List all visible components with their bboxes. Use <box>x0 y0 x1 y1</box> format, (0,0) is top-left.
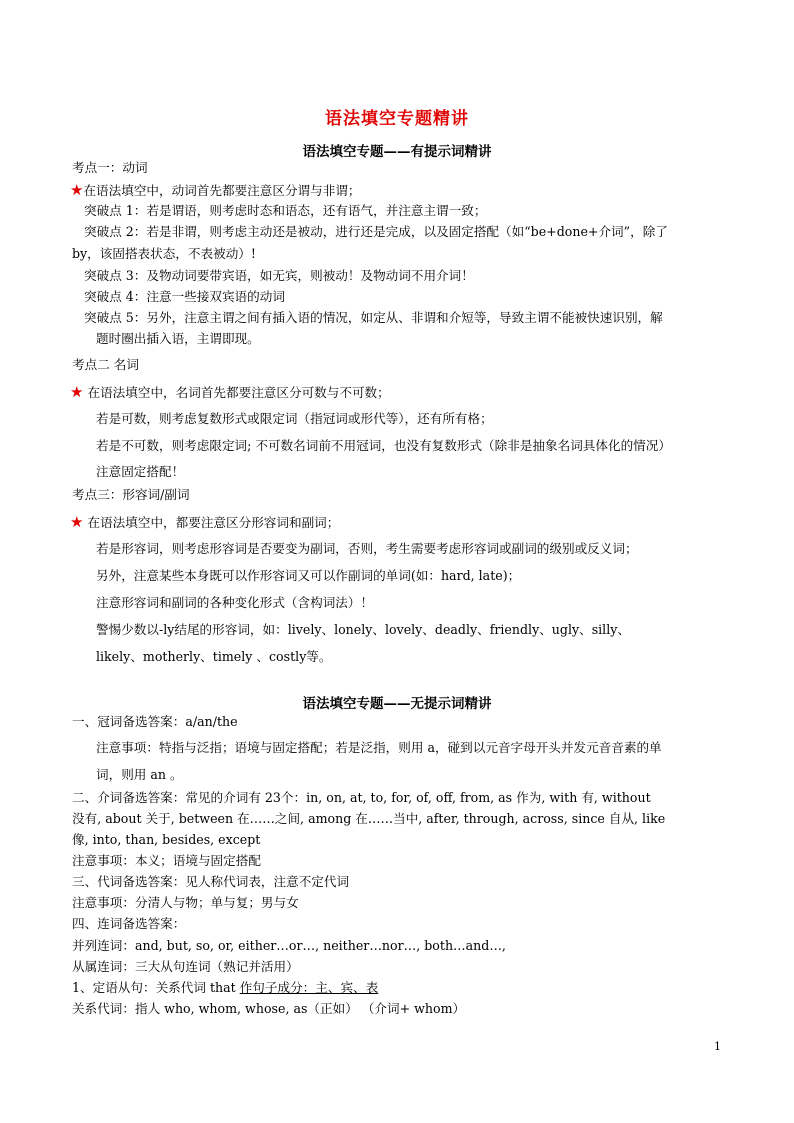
kp1-breakthrough-3: 突破点 3：及物动词要带宾语，如无宾，则被动！及物动词不用介词！ <box>84 268 474 283</box>
kp3-para-4: 警惕少数以-ly结尾的形容词，如：lively、lonely、lovely、deadly、friendly、ugly、silly、 <box>96 622 630 637</box>
kp3-intro: ★ 在语法填空中，都要注意区分形容词和副词； <box>70 513 340 531</box>
kp1-breakthrough-2a: 突破点 2：若是非谓，则考虑主动还是被动，进行还是完成，以及固定搭配（如“be+done+介词”，除了 <box>84 224 668 239</box>
page-title: 语法填空专题精讲 <box>325 109 469 129</box>
article-notes-b: 词，则用 an 。 <box>96 767 183 782</box>
kp1-breakthrough-4: 突破点 4：注意一些接双宾语的动词 <box>84 289 285 304</box>
article-answers: 一、冠词备选答案：a/an/the <box>72 714 238 729</box>
preposition-notes: 注意事项：本义；语境与固定搭配 <box>72 853 261 868</box>
kp3-label: 考点三：形容词/副词 <box>72 487 190 502</box>
kp1-breakthrough-2b: by，该固搭表状态，不表被动）! <box>72 246 256 261</box>
kp3-para-1: 若是形容词，则考虑形容词是否要变为副词，否则，考生需要考虑形容词或副词的级别或反义词； <box>96 541 638 556</box>
coordinating-conjunctions: 并列连词：and, but, so, or, either…or…, neither…nor…, both…and…, <box>72 938 506 953</box>
star-icon: ★ <box>70 383 84 401</box>
kp2-intro: ★ 在语法填空中，名词首先都要注意区分可数与不可数； <box>70 383 390 401</box>
preposition-answers-a: 二、介词备选答案：常见的介词有 23个：in, on, at, to, for, of, off, from, as 作为, with 有, without <box>72 790 651 805</box>
star-icon: ★ <box>70 181 84 199</box>
pronoun-notes: 注意事项：分清人与物；单与复；男与女 <box>72 895 299 910</box>
kp2-para-3: 注意固定搭配！ <box>96 464 185 479</box>
kp2-label: 考点二 名词 <box>72 357 139 372</box>
preposition-answers-c: 像, into, than, besides, except <box>72 832 261 847</box>
kp1-breakthrough-5a: 突破点 5：另外，注意主谓之间有插入语的情况，如定从、非谓和介短等，导致主谓不能被快速识别，解 <box>84 310 663 325</box>
kp1-label: 考点一：动词 <box>72 160 148 175</box>
kp3-para-3: 注意形容词和副词的各种变化形式（含构词法）！ <box>96 595 374 610</box>
kp2-para-1: 若是可数，则考虑复数形式或限定词（指冠词或形代等），还有所有格； <box>96 411 493 426</box>
kp3-para-5: likely、motherly、timely 、costly等。 <box>96 649 332 664</box>
subordinating-conjunctions: 从属连词：三大从句连词（熟记并活用） <box>72 959 299 974</box>
kp1-breakthrough-1: 突破点 1：若是谓语，则考虑时态和语态，还有语气，并注意主谓一致； <box>84 203 487 218</box>
kp2-para-2: 若是不可数，则考虑限定词; 不可数名词前不用冠词，也没有复数形式（除非是抽象名词具体化的情况） <box>96 438 671 453</box>
pronoun-answers: 三、代词备选答案：见人称代词表，注意不定代词 <box>72 874 350 889</box>
page-number: 1 <box>714 1040 721 1053</box>
section2-heading: 语法填空专题——无提示词精讲 <box>302 696 492 712</box>
kp1-intro: ★在语法填空中，动词首先都要注意区分谓与非谓； <box>70 181 361 199</box>
relative-pronouns: 关系代词：指人 who, whom, whose, as（正如） （介词+ whom） <box>72 1001 466 1016</box>
star-icon: ★ <box>70 513 84 531</box>
preposition-answers-b: 没有, about 关于, between 在……之间, among 在……当中, after, through, across, since 自从, like <box>72 811 666 826</box>
kp1-breakthrough-5b: 题时圈出插入语，主谓即现。 <box>96 331 260 346</box>
attributive-clause: 1、定语从句：关系代词 that 作句子成分：主、宾、表 <box>72 980 379 995</box>
underlined-sentence-role: 作句子成分：主、宾、表 <box>239 980 379 995</box>
section1-heading: 语法填空专题——有提示词精讲 <box>302 144 492 160</box>
conjunction-answers: 四、连词备选答案： <box>72 916 186 931</box>
kp3-para-2: 另外，注意某些本身既可以作形容词又可以作副词的单词(如：hard, late)； <box>96 568 521 583</box>
article-notes-a: 注意事项：特指与泛指；语境与固定搭配；若是泛指，则用 a，碰到以元音字母开头并发元音音素的单 <box>96 740 662 755</box>
